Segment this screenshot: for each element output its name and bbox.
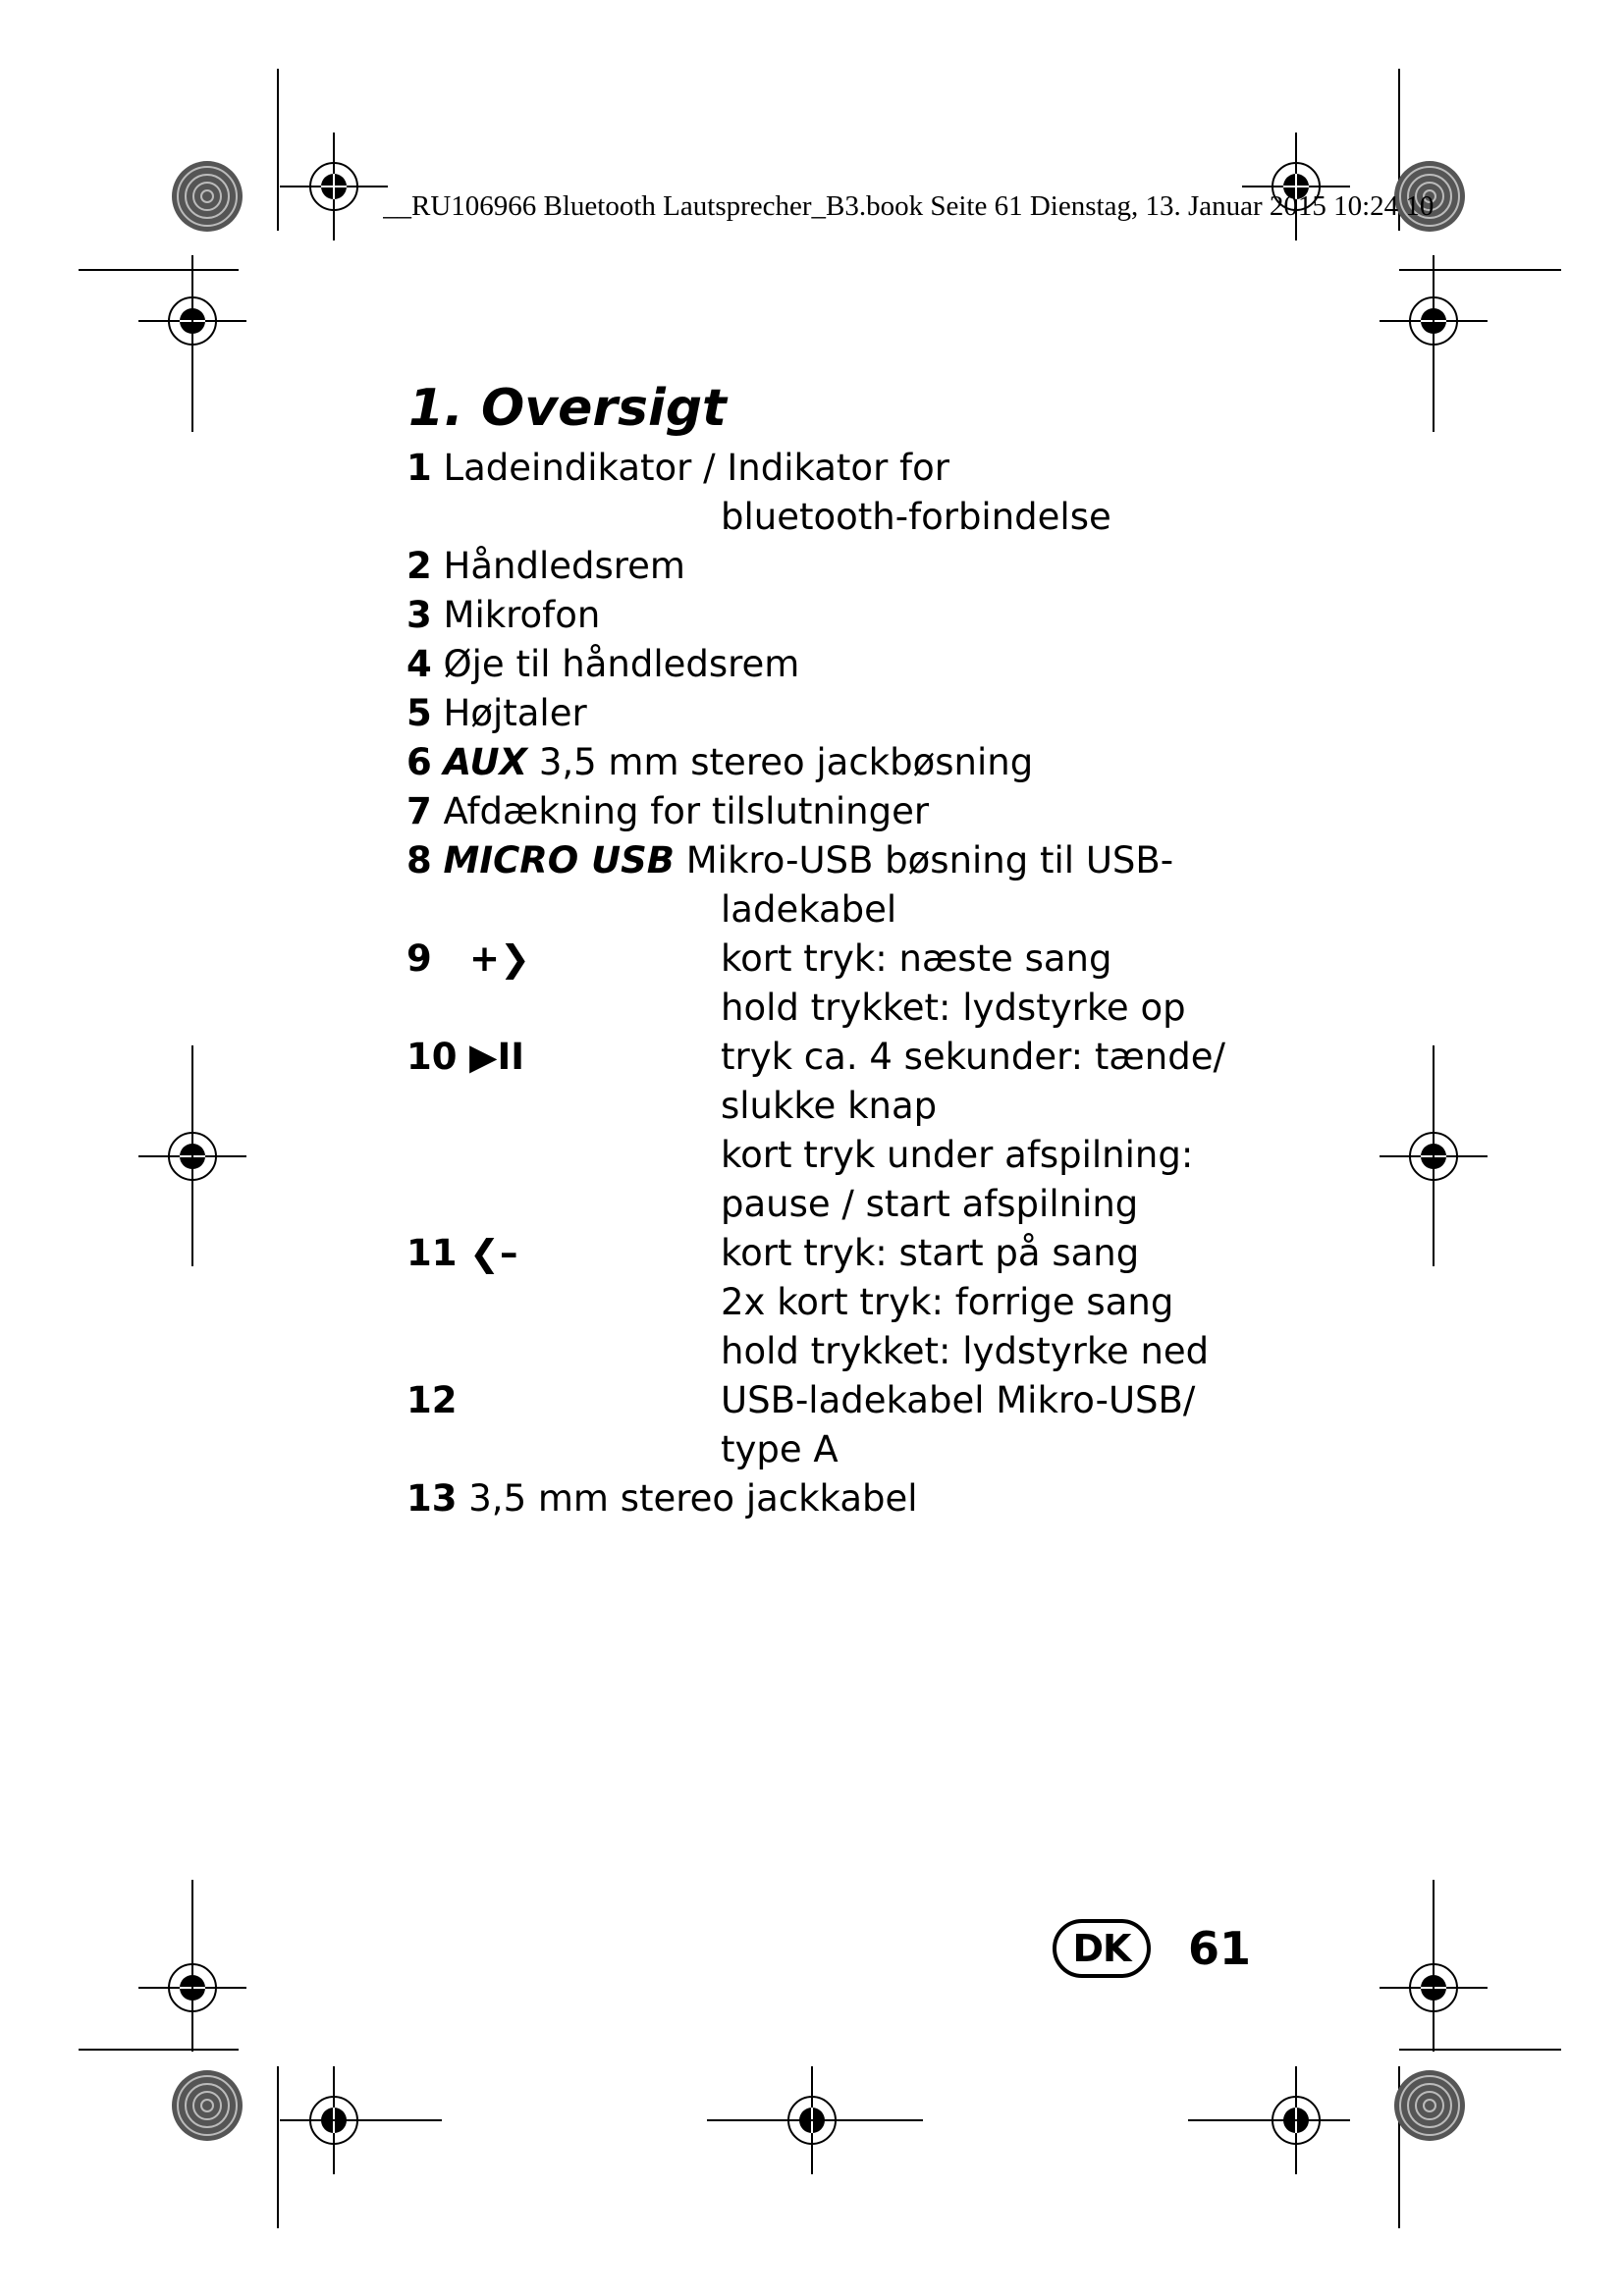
- item-text: Afdækning for tilslutninger: [443, 790, 930, 832]
- item-number: 3: [406, 594, 432, 636]
- item-number: 12: [406, 1379, 458, 1421]
- item-number: 1: [406, 447, 432, 489]
- item-number: 10: [406, 1036, 458, 1078]
- list-item: [406, 444, 1290, 493]
- country-badge: DK: [1053, 1919, 1151, 1978]
- play-pause-icon: ▶II: [469, 1036, 524, 1078]
- item-number: 4: [406, 643, 432, 685]
- list-item: [406, 1474, 1290, 1523]
- list-item: [406, 591, 1290, 640]
- list-item: [406, 542, 1290, 591]
- list-item-continuation: [406, 1278, 1290, 1327]
- list-item: [406, 787, 1290, 836]
- item-text: type A: [721, 1428, 839, 1470]
- item-number: 13: [406, 1477, 458, 1520]
- item-number: 6: [406, 741, 432, 783]
- list-item-continuation: [406, 1131, 1290, 1180]
- list-item: [406, 1229, 1290, 1278]
- previous-volume-down-icon: ❮–: [469, 1232, 518, 1274]
- item-text: Håndledsrem: [443, 545, 685, 587]
- item-text: kort tryk: næste sang: [721, 937, 1112, 980]
- item-keyword: MICRO USB: [443, 839, 675, 881]
- item-text: tryk ca. 4 sekunder: tænde/: [721, 1036, 1225, 1078]
- item-text: Ladeindikator / Indikator for: [443, 447, 949, 489]
- item-text: ladekabel: [721, 888, 897, 931]
- item-text: bluetooth-forbindelse: [721, 496, 1111, 538]
- item-text: Mikro-USB bøsning til USB-: [685, 839, 1174, 881]
- item-number: 11: [406, 1232, 458, 1274]
- item-text: kort tryk: start på sang: [721, 1232, 1140, 1274]
- list-item-continuation: [406, 984, 1290, 1033]
- page-footer: [1053, 1914, 1251, 1983]
- next-volume-up-icon: +❯: [469, 937, 531, 980]
- list-item: [406, 934, 1290, 984]
- page-number: 61: [1188, 1922, 1252, 1975]
- item-text: slukke knap: [721, 1085, 938, 1127]
- list-item: [406, 640, 1290, 689]
- item-text: hold trykket: lydstyrke ned: [721, 1330, 1210, 1372]
- section-title: 1. Oversigt: [408, 379, 727, 438]
- list-item: [406, 1033, 1290, 1082]
- item-text: pause / start afspilning: [721, 1183, 1139, 1225]
- item-text: 3,5 mm stereo jackbøsning: [538, 741, 1034, 783]
- list-item-continuation: [406, 1082, 1290, 1131]
- item-text: hold trykket: lydstyrke op: [721, 987, 1186, 1029]
- item-text: Højtaler: [443, 692, 587, 734]
- list-item-continuation: [406, 1327, 1290, 1376]
- item-number: 8: [406, 839, 432, 881]
- book-header-line: __RU106966 Bluetooth Lautsprecher_B3.book Seite 61 Dienstag, 13. Januar 2015 10:24 10: [383, 190, 1435, 222]
- item-number: 9: [406, 937, 432, 980]
- list-item: [406, 689, 1290, 738]
- item-number: 2: [406, 545, 432, 587]
- item-text: USB-ladekabel Mikro-USB/: [721, 1379, 1196, 1421]
- list-item-continuation: [406, 885, 1290, 934]
- item-text: 3,5 mm stereo jackkabel: [468, 1477, 918, 1520]
- list-item: [406, 1376, 1290, 1425]
- item-number: 7: [406, 790, 432, 832]
- list-item: [406, 738, 1290, 787]
- item-text: 2x kort tryk: forrige sang: [721, 1281, 1174, 1323]
- list-item-continuation: [406, 493, 1290, 542]
- item-text: Øje til håndledsrem: [443, 643, 800, 685]
- item-text: kort tryk under afspilning:: [721, 1134, 1194, 1176]
- overview-list: [406, 444, 1290, 1523]
- item-number: 5: [406, 692, 432, 734]
- item-text: Mikrofon: [443, 594, 601, 636]
- list-item-continuation: [406, 1180, 1290, 1229]
- list-item: [406, 836, 1290, 885]
- list-item-continuation: [406, 1425, 1290, 1474]
- item-keyword: AUX: [443, 741, 528, 783]
